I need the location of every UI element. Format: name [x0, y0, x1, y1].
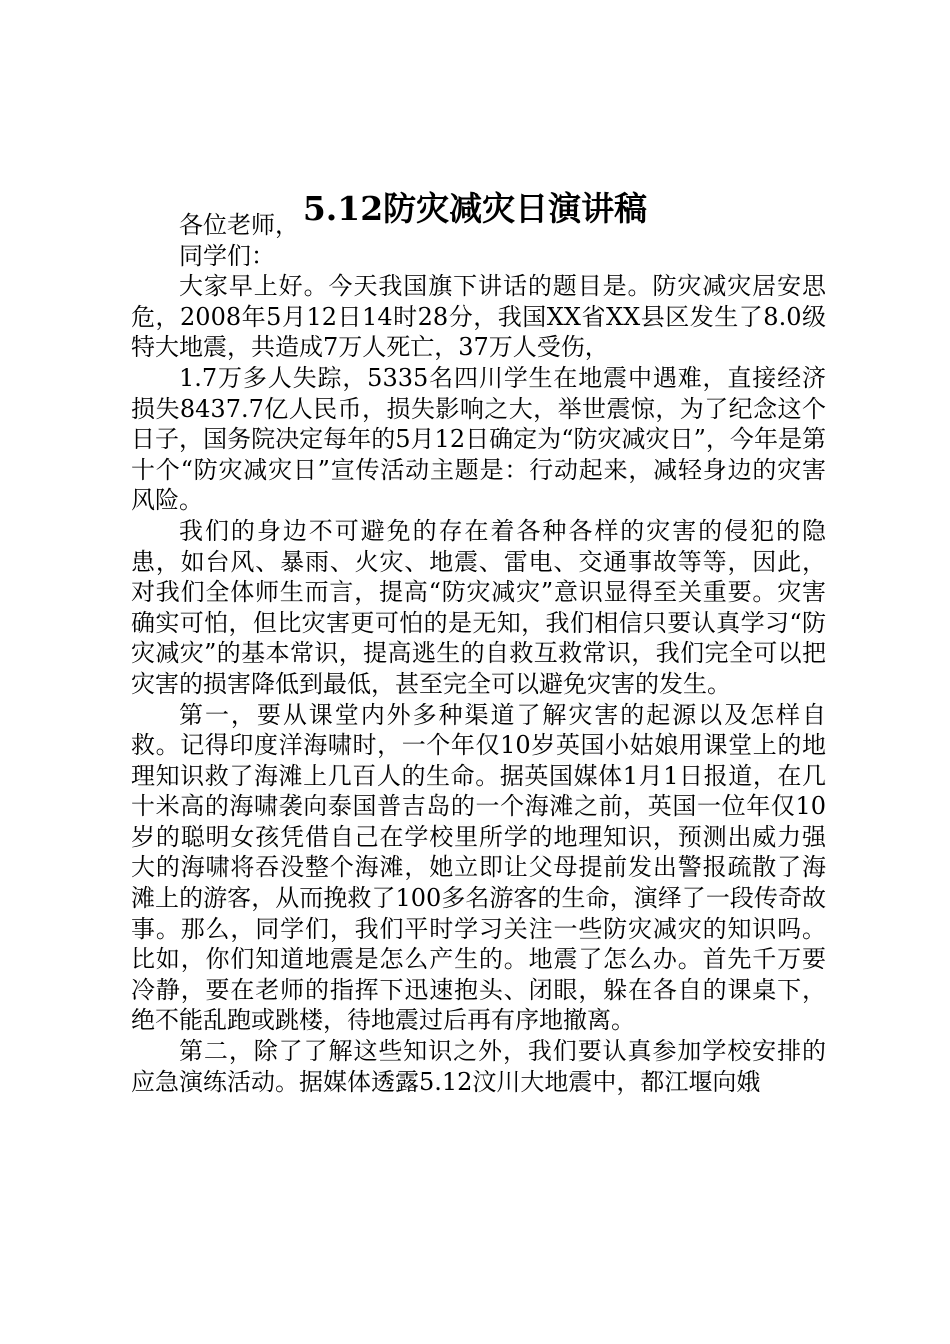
salutation-teachers: 各位老师， — [179, 211, 299, 239]
paragraph-awareness: 我们的身边不可避免的存在着各种各样的灾害的侵犯的隐患，如台风、暴雨、火灾、地震、雷电、交通事故等等，因此，对我们全体师生而言，提高“防灾减灾”意识显得至关重要。灾害确实可怕，但比灾害更可怕的是无知，我们相信只要认真学习“防灾减灾”的基本常识，提高逃生的自救互救常识，我们完全可以把灾害的损害降低到最低，甚至完全可以避免灾害的发生。 — [131, 516, 826, 698]
salutation-students: 同学们： — [179, 241, 275, 270]
paragraph-point-one: 第一，要从课堂内外多种渠道了解灾害的起源以及怎样自救。记得印度洋海啸时，一个年仅10岁英国小姑娘用课堂上的地理知识救了海滩上几百人的生命。据英国媒体1月1日报道，在几十米高的海啸袭向泰国普吉岛的一个海滩之前，英国一位年仅10岁的聪明女孩凭借自己在学校里所学的地理知识，预测出威力强大的海啸将吞没整个海滩，她立即让父母提前发出警报疏散了海滩上的游客，从而挽救了100多名游客的生命，演绎了一段传奇故事。那么，同学们，我们平时学习关注一些防灾减灾的知识吗。比如，你们知道地震是怎么产生的。地震了怎么办。首先千万要冷静，要在老师的指挥下迅速抱头、闭眼，躲在各自的课桌下，绝不能乱跑或跳楼，待地震过后再有序地撤离。 — [131, 700, 826, 1035]
document-body — [131, 210, 826, 1097]
document-title: 5.12防灾减灾日演讲稿 — [302, 189, 648, 228]
paragraph-intro: 大家早上好。今天我国旗下讲话的题目是。防灾减灾居安思危，2008年5月12日14时28分，我国XX省XX县区发生了8.0级特大地震，共造成7万人死亡，37万人受伤， — [131, 272, 826, 362]
paragraph-point-two: 第二，除了了解这些知识之外，我们要认真参加学校安排的应急演练活动。据媒体透露5.12汶川大地震中，都江堰向娥 — [131, 1037, 826, 1096]
paragraph-casualties: 1.7万多人失踪，5335名四川学生在地震中遇难，直接经济损失8437.7亿人民币，损失影响之大，举世震惊，为了纪念这个日子，国务院决定每年的5月12日确定为“防灾减灾日”，今年是第十个“防灾减灾日”宣传活动主题是：行动起来，减轻身边的灾害风险。 — [131, 363, 826, 515]
